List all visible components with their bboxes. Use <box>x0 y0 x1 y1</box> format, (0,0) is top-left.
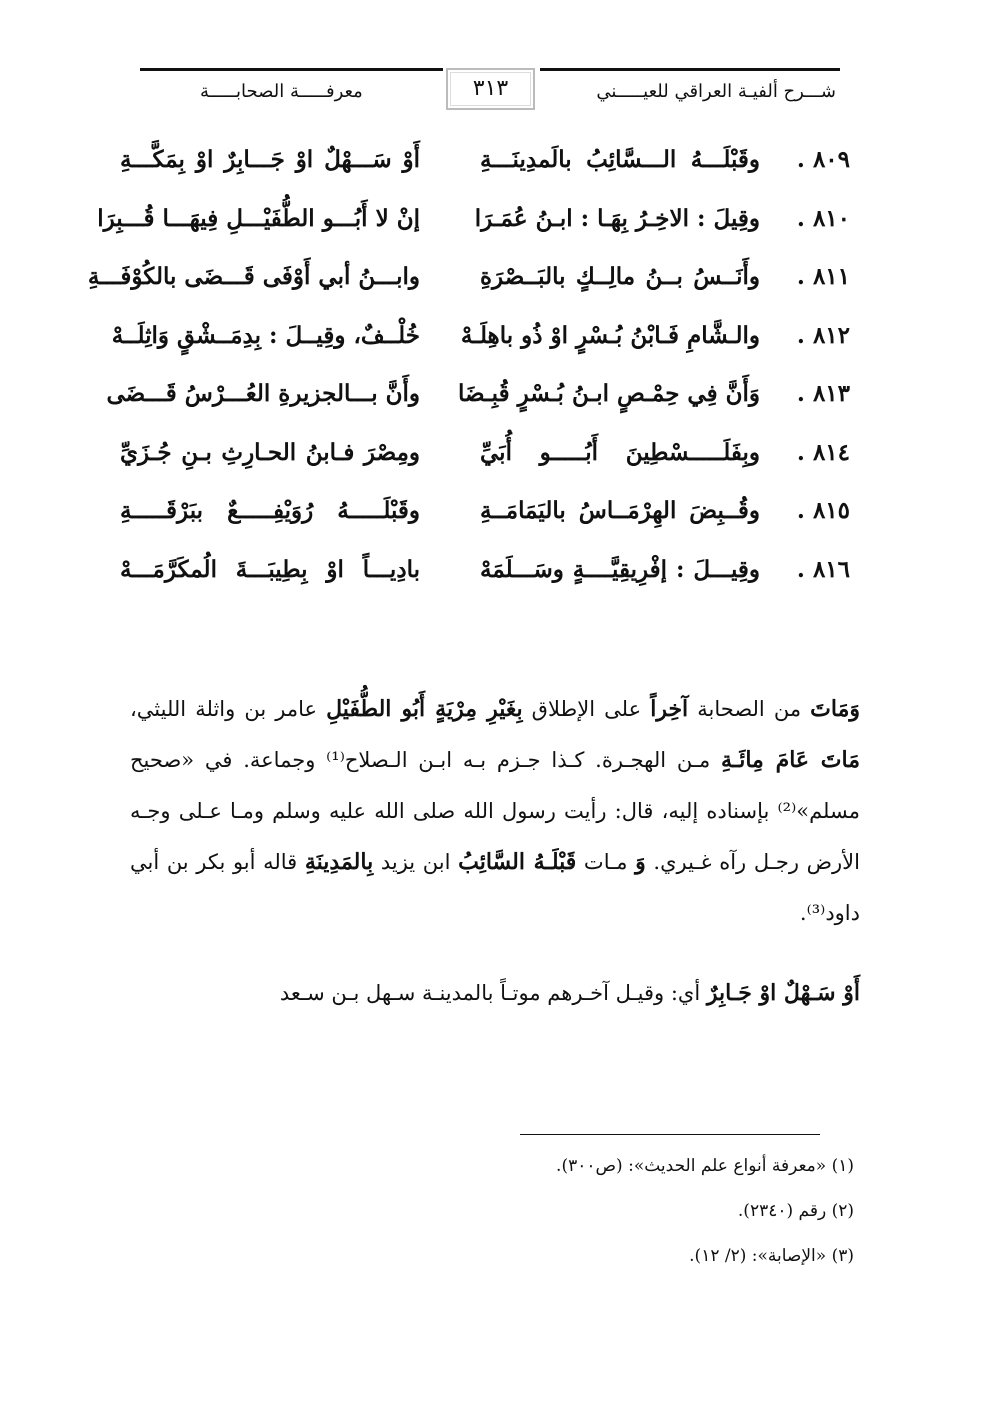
verse-number: ٨١٢ . <box>796 321 850 349</box>
verse-row <box>111 318 850 377</box>
footnote: (١) «معرفة أنواع علم الحديث»: (ص٣٠٠). <box>556 1156 854 1176</box>
commentary-text: ابن يزيد <box>373 850 459 874</box>
quoted-verse-text: بِغَيْرِ مِرْيَةٍ أَبُو الطُّفَيْلِ <box>326 696 523 722</box>
commentary-paragraph <box>130 968 860 1019</box>
verse-second-hemistich: وقَبْلَـــــهُ رُوَيْفِـــــعٌ ببَرْقَـــــةِ <box>120 497 420 524</box>
commentary-text: مـن الهجـرة. كـذا جـزم بـه ابـن الـصلاح⁽¹⁾ وجماعة. في «صحيح مسلم»⁽²⁾ بإسناده إليه، قال: رأيت رسول الله صلى الله عليه وسلم ومـا عـلى وجـه الأرض رجـل رآه غـيري. <box>130 748 860 874</box>
footnotes <box>354 1150 854 1285</box>
verse-number: ٨٠٩ . <box>796 146 850 173</box>
verse-first-hemistich: وبِفَلَـــــسْطِينَ أَبُـــــو أُبَيِّ <box>480 438 760 466</box>
quoted-verse-text: وَمَاتَ <box>810 696 860 722</box>
verse-second-hemistich: بادِيـــاً اوْ بِطِيبَـــةَ الُمكَرَّمَـــهْ <box>120 555 420 583</box>
commentary-text: على الإطلاق <box>522 697 651 721</box>
verse-first-hemistich: وقَبْلَـــهُ الـــسَّائِبُ بالَمدِينَـــةِ <box>480 146 760 173</box>
verse-first-hemistich: وقِيـــلَ : إفْرِيقِيَّــــةٍ وسَـــلَمَهْ <box>480 555 760 583</box>
quoted-verse-text: بِالمَدِينَةِ <box>304 849 374 875</box>
verse-first-hemistich: وقِيلَ : الاخِـرُ بِهَـا : ابـنُ عُمَـرَا <box>474 204 760 232</box>
verse-second-hemistich: وابـــنُ أبي أَوْفَى قَـــضَى بالكُوْفَـــةِ <box>87 263 420 290</box>
quoted-verse-text: قَبْلَـهُ السَّائِبُ <box>458 849 577 875</box>
verse-second-hemistich: خُلْــفٌ، وقِيــلَ : بِدِمَــشْقٍ وَاثِلَــهْ <box>111 321 420 349</box>
verse-row <box>120 435 850 494</box>
verse-number: ٨١٤ . <box>796 438 850 466</box>
page-header <box>140 68 840 114</box>
book-title: شـــرح ألفيـة العراقي للعيـــــني <box>596 81 836 102</box>
verse-list <box>87 142 850 610</box>
verse-first-hemistich: والـشَّامِ فَـابْنُ بُـسْرٍ اوْ ذُو باهِلَـهْ <box>460 321 760 349</box>
verse-row <box>120 142 850 201</box>
verse-row <box>120 552 850 611</box>
verse-row <box>120 493 850 552</box>
verse-row <box>87 259 850 318</box>
verse-row <box>97 201 850 260</box>
verse-second-hemistich: أَوْ سَـــهْلٌ اوْ جَـــابِرٌ اوْ بِمَكَّـــةِ <box>120 146 420 173</box>
commentary-text: مـات <box>576 850 636 874</box>
verse-second-hemistich: وأَنَّ بـــالجزيرةِ العُـــرْسُ قَـــضَى <box>106 380 420 407</box>
verse-number: ٨١١ . <box>796 263 850 290</box>
verse-row <box>106 376 850 435</box>
footnote: (٣) «الإصابة»: (٢/ ١٢). <box>689 1246 854 1266</box>
commentary-paragraph <box>130 684 860 939</box>
quoted-verse-text: مَاتَ عَامَ مِائَـةِ <box>720 747 860 773</box>
verse-number: ٨١٣ . <box>796 380 850 407</box>
quoted-verse-text: آخِراً <box>650 696 689 722</box>
verse-number: ٨١٠ . <box>796 204 850 232</box>
footnote: (٢) رقم (٢٣٤٠). <box>737 1201 854 1221</box>
verse-first-hemistich: وقُــبِضَ الهِرْمَــاسُ باليَمَامَــةِ <box>480 497 760 524</box>
book-title-rule <box>540 68 840 117</box>
verse-first-hemistich: وأَنَــسُ بــنُ مالِــكٍ بالبَــصْرَةِ <box>480 263 760 290</box>
verse-first-hemistich: وَأَنَّ فِي حِمْـصٍ ابـنُ بُـسْرٍ قُبِـضَا <box>457 380 760 407</box>
verse-second-hemistich: إنْ لا أَبُـــو الطُّفَيْـــلِ فِيهَـــا قُـــبِرَا <box>97 204 420 232</box>
commentary-text: عامر بن واثلة الليثي، <box>130 697 327 721</box>
verse-number: ٨١٦ . <box>796 555 850 583</box>
chapter-title-rule <box>140 68 443 117</box>
quoted-verse-text: وَ <box>635 849 646 875</box>
chapter-title: معرفـــــة الصحابـــــة <box>200 81 363 102</box>
commentary-text: أي: وقيـل آخـرهم موتـاً بالمدينـة سـهل بـن سـعد <box>279 981 707 1005</box>
verse-number: ٨١٥ . <box>796 497 850 524</box>
footnote-separator <box>520 1134 820 1135</box>
commentary-text: من الصحابة <box>688 697 811 721</box>
commentary-text: قاله أبو بكر بن أبي داود⁽³⁾. <box>130 850 860 925</box>
quoted-verse-text: أَوْ سَـهْلٌ اوْ جَـابِرٌ <box>706 980 860 1006</box>
verse-second-hemistich: ومِصْرَ فـابنُ الحـارِثِ بـنِ جُـزَيِّ <box>120 438 420 466</box>
page-number: ٣١٣ <box>446 68 535 110</box>
